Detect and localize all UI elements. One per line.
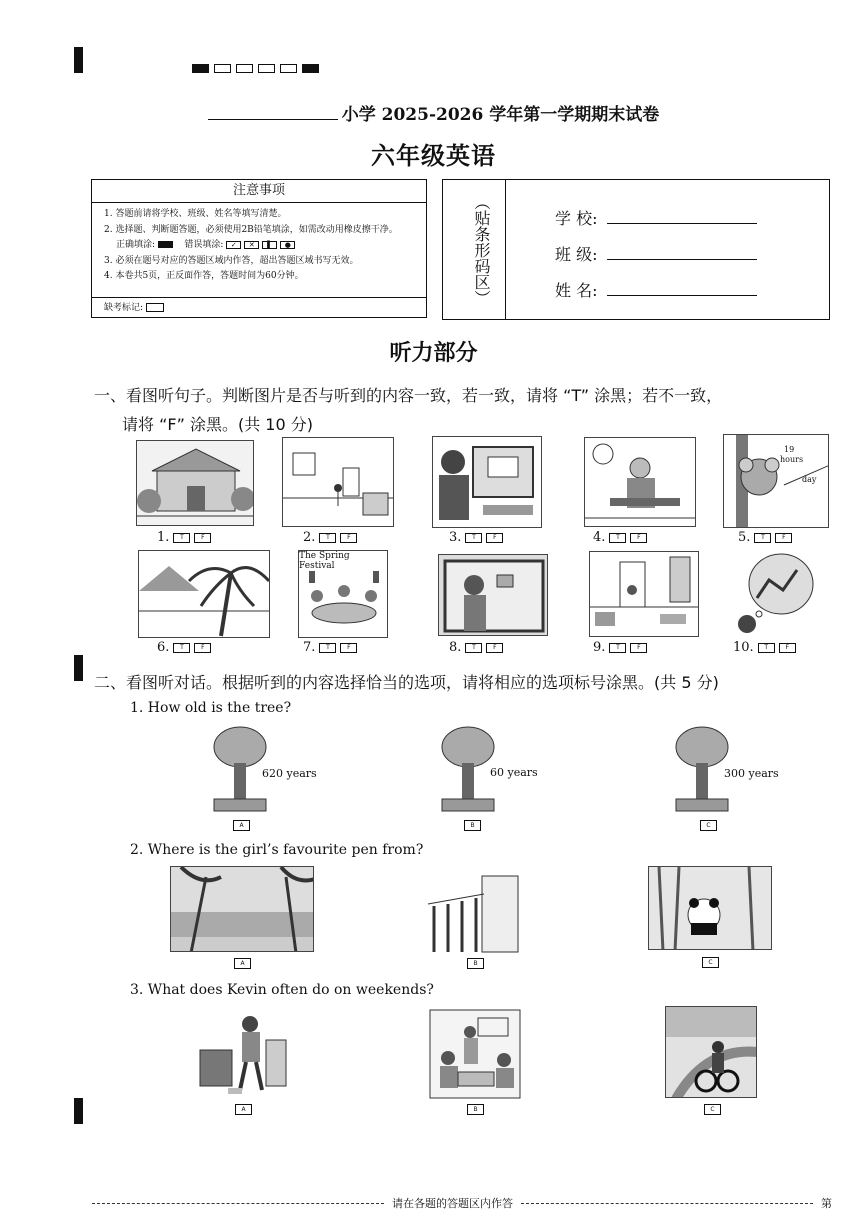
absent-mark-row: 缺考标记:: [92, 297, 426, 317]
part2-question-1: 1. How old is the tree?: [130, 700, 292, 716]
item-1-f[interactable]: F: [194, 533, 211, 543]
item-4-t[interactable]: T: [609, 533, 626, 543]
item-2-options: 2. T F: [303, 530, 357, 545]
school-name-blank[interactable]: [208, 105, 338, 120]
picture-9-messy-room: [589, 551, 699, 637]
notice-box: [91, 179, 427, 318]
tree-option-b-image: [438, 725, 498, 815]
school-field[interactable]: 学 校:: [555, 206, 757, 229]
picture-10-great-wall-thought: [733, 550, 815, 636]
fill-examples: 正确填涂: 错误填涂: ✓ ✕ ▌ ●: [104, 238, 426, 254]
class-field[interactable]: 班 级:: [555, 242, 757, 265]
pen-option-c-panda: [648, 866, 772, 950]
alignment-mark-top: [74, 47, 83, 73]
weekend-option-a-cleaning: [196, 1010, 288, 1098]
pen-option-a-beach: [170, 866, 314, 952]
absent-mark-box[interactable]: [146, 303, 164, 312]
weekend-option-c-cycling: [665, 1006, 757, 1098]
item-6-t[interactable]: T: [173, 643, 190, 653]
q1-option-c[interactable]: C: [700, 820, 717, 831]
item-4-f[interactable]: F: [630, 533, 647, 543]
tree-option-a-label: 620 years: [262, 767, 317, 780]
item-6-options: 6. T F: [157, 640, 211, 655]
item-8-t[interactable]: T: [465, 643, 482, 653]
alignment-mark-bottom: [74, 1098, 83, 1124]
weekend-option-b-family: [428, 1008, 522, 1100]
item-9-options: 9. T F: [593, 640, 647, 655]
item-10-t[interactable]: T: [758, 643, 775, 653]
picture-7-spring-festival: [298, 550, 388, 638]
q2-option-a[interactable]: A: [234, 958, 251, 969]
spring-festival-caption: The Spring Festival: [299, 551, 387, 571]
item-3-t[interactable]: T: [465, 533, 482, 543]
notice-title: 注意事项: [92, 180, 426, 203]
item-1-options: 1. T F: [157, 530, 211, 545]
wrong-fill-cross: ✕: [244, 241, 259, 249]
picture-2-room: [282, 437, 394, 527]
wrong-fill-dot: ●: [280, 241, 295, 249]
item-3-options: 3. T F: [449, 530, 503, 545]
item-9-f[interactable]: F: [630, 643, 647, 653]
tree-option-a-image: [210, 725, 270, 815]
item-5-f[interactable]: F: [775, 533, 792, 543]
sheet-id-marks: [192, 58, 324, 77]
item-7-options: 7. T F: [303, 640, 357, 655]
item-9-t[interactable]: T: [609, 643, 626, 653]
item-8-options: 8. T F: [449, 640, 503, 655]
footer-page: 第: [821, 1197, 832, 1210]
page-footer: [92, 1195, 832, 1211]
q2-option-c[interactable]: C: [702, 957, 719, 968]
picture-5-koala: 19 hours day: [723, 434, 829, 528]
item-2-t[interactable]: T: [319, 533, 336, 543]
item-4-options: 4. T F: [593, 530, 647, 545]
q3-option-b[interactable]: B: [467, 1104, 484, 1115]
exam-title: 小学 2025-2026 学年第一学期期末试卷: [0, 100, 867, 125]
item-7-f[interactable]: F: [340, 643, 357, 653]
footer-instruction: 请在各题的答题区内作答: [392, 1197, 513, 1210]
picture-4-bench-sun: [584, 437, 696, 527]
item-10-options: 10. T F: [733, 640, 796, 655]
picture-3-computer: [432, 436, 542, 528]
barcode-box: [442, 179, 830, 320]
picture-6-palm-beach: [138, 550, 270, 638]
item-1-t[interactable]: T: [173, 533, 190, 543]
q3-option-a[interactable]: A: [235, 1104, 252, 1115]
tree-option-c-image: [672, 725, 732, 815]
part2-title: 二、看图听对话。根据听到的内容选择恰当的选项，请将相应的选项标号涂黑。(共 5 分): [94, 673, 719, 692]
correct-fill-sample: [158, 241, 173, 248]
listening-section-title: 听力部分: [389, 340, 478, 366]
item-2-f[interactable]: F: [340, 533, 357, 543]
tree-option-c-label: 300 years: [724, 767, 779, 780]
tree-option-b-label: 60 years: [490, 766, 538, 779]
q1-option-b[interactable]: B: [464, 820, 481, 831]
item-5-options: 5. T F: [738, 530, 792, 545]
barcode-label: （贴条形码区）: [472, 194, 491, 306]
picture-8-cleaning-window: [438, 554, 548, 636]
notice-body: 1. 答题前请将学校、班级、姓名等填写清楚。 2. 选择题、判断题答题，必须使用2B铅笔填涂，如需改动用橡皮擦干净。 正确填涂: 错误填涂: ✓ ✕ ▌ ● 3. 必须在题号对应的答题区域内作答，超出答题区域书写无效。 4. 本卷共5页，正反面作答，答题时间为60分钟。: [92, 203, 426, 285]
alignment-mark-mid: [74, 655, 83, 681]
item-3-f[interactable]: F: [486, 533, 503, 543]
wrong-fill-half: ▌: [262, 241, 277, 249]
name-field[interactable]: 姓 名:: [555, 278, 757, 301]
part2-question-2: 2. Where is the girl’s favourite pen from?: [130, 842, 424, 858]
item-6-f[interactable]: F: [194, 643, 211, 653]
q2-option-b[interactable]: B: [467, 958, 484, 969]
part1-title: 一、看图听句子。判断图片是否与听到的内容一致，若一致，请将 “T” 涂黑；若不一致， 请将 “F” 涂黑。(共 10 分): [94, 386, 723, 434]
q1-option-a[interactable]: A: [233, 820, 250, 831]
part2-question-3: 3. What does Kevin often do on weekends?: [130, 982, 434, 998]
item-10-f[interactable]: F: [779, 643, 796, 653]
exam-subject: 六年级英语: [371, 141, 496, 170]
pen-option-b-building: [424, 874, 522, 954]
wrong-fill-check: ✓: [226, 241, 241, 249]
item-8-f[interactable]: F: [486, 643, 503, 653]
picture-1-temple: [136, 440, 254, 526]
item-7-t[interactable]: T: [319, 643, 336, 653]
q3-option-c[interactable]: C: [704, 1104, 721, 1115]
item-5-t[interactable]: T: [754, 533, 771, 543]
